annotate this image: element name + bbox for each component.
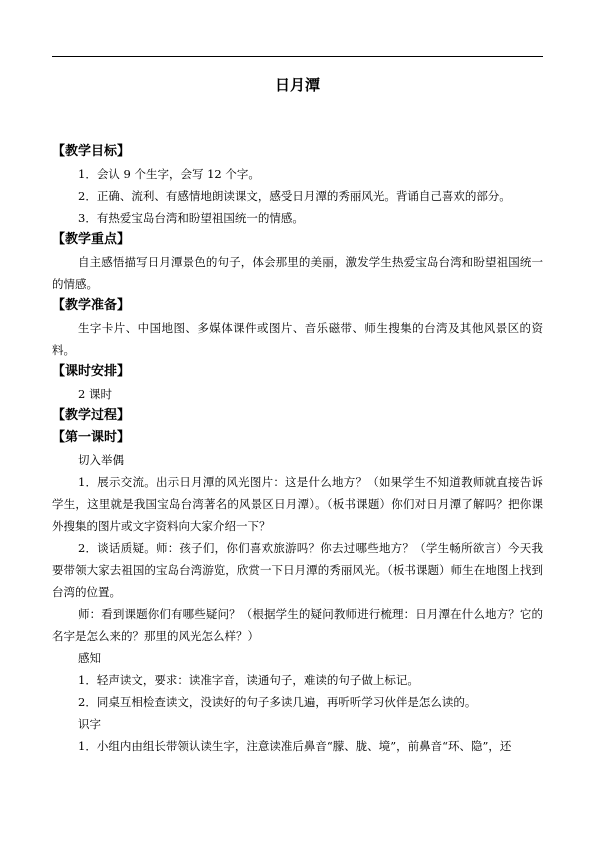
goal-item: 2．正确、流利、有感情地朗读课文，感受日月潭的秀丽风光。背诵自己喜欢的部分。 (78, 189, 511, 203)
goal-item: 1．会认 9 个生字，会写 12 个字。 (78, 167, 260, 181)
goal-item: 3．有热爱宝岛台湾和盼望祖国统一的情感。 (78, 211, 304, 225)
key-points-text: 自主感悟描写日月潭景色的句子，体会那里的美丽，激发学生热爱宝岛台湾和盼望祖国统一的情感。 (52, 255, 543, 291)
section-heading-schedule: 【课时安排】 (52, 364, 131, 379)
section-heading-process: 【教学过程】 (52, 408, 131, 423)
intro-paragraph: 2．谈话质疑。师：孩子们，你们喜欢旅游吗？你去过哪些地方？（学生畅所欲言）今天我要带领大家去祖国的宝岛台湾游览，欣赏一下日月潭的秀丽风光。（板书课题）师生在地图上找到台湾的位置。 (52, 541, 543, 599)
intro-paragraph: 师：看到课题你们有哪些疑问？（根据学生的疑问教师进行梳理：日月潭在什么地方？它的名字是怎么来的？那里的风光怎么样？） (52, 607, 543, 643)
subsection-label-intro: 切入举偶 (78, 453, 124, 467)
preparation-text: 生字卡片、中国地图、多媒体课件或图片、音乐磁带、师生搜集的台湾及其他风景区的资料。 (52, 321, 543, 357)
perceive-item: 2．同桌互相检查读文，没读好的句子多读几遍，再听听学习伙伴是怎么读的。 (78, 695, 477, 709)
intro-paragraph: 1．展示交流。出示日月潭的风光图片：这是什么地方？（如果学生不知道教师就直接告诉学生，这里就是我国宝岛台湾著名的风景区日月潭）。（板书课题）你们对日月潭了解吗？把你课外搜集的图片或文字资料向大家介绍一下？ (52, 475, 543, 533)
schedule-text: 2 课时 (78, 387, 112, 401)
section-heading-key-points: 【教学重点】 (52, 232, 131, 247)
section-heading-first-lesson: 【第一课时】 (52, 430, 131, 445)
subsection-label-literacy: 识字 (78, 717, 101, 731)
page-title: 日月潭 (274, 76, 320, 94)
literacy-item: 1．小组内由组长带领认读生字，注意读准后鼻音“朦、胧、境”，前鼻音“环、隐”，还 (78, 739, 512, 753)
section-heading-preparation: 【教学准备】 (52, 298, 131, 313)
perceive-item: 1．轻声读文，要求：读准字音，读通句子，难读的句子做上标记。 (78, 673, 419, 687)
document-body (52, 141, 543, 757)
header-rule (52, 56, 543, 57)
section-heading-goals: 【教学目标】 (52, 144, 131, 159)
subsection-label-perceive: 感知 (78, 651, 101, 665)
